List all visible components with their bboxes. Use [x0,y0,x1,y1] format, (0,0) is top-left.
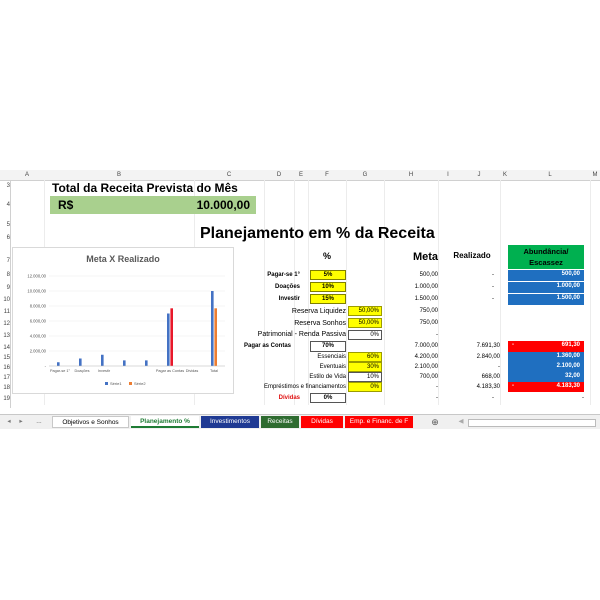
meta-reserva-liquidez: 750,00 [419,308,438,314]
chart-bar-1 [79,359,82,367]
meta-emprestimos: - [436,384,438,390]
real-investir: - [492,296,494,302]
pct-input-pagar-contas[interactable]: 70% [310,341,346,352]
chart-ytick-label: 12.000,00 [27,273,46,279]
pct-input-investir[interactable]: 15% [310,294,346,304]
chart-svg [13,248,233,393]
realizado-column-label: Realizado [453,251,491,260]
chart-xtick-label: Total [209,369,219,373]
column-header-j[interactable]: J [477,172,481,178]
real-eventuais: - [498,364,500,370]
chart-ytick-label: - [44,363,46,369]
chart-bar-1 [167,314,170,367]
diff-sign: - [512,383,514,389]
chart-bar-1 [145,360,148,366]
column-header-f[interactable]: F [325,172,329,178]
horizontal-scrollbar[interactable] [468,419,596,427]
diff-emprestimos [508,382,584,392]
main-title: Planejamento em % da Receita [200,225,435,242]
meta-dividas: - [436,395,438,401]
row-number[interactable]: 5 [6,222,10,228]
row-number[interactable]: 17 [3,375,10,381]
chart-xtick-label: Doações [74,369,90,373]
chart-legend-swatch [105,382,108,385]
row-number[interactable]: 19 [3,396,10,402]
pct-input-eventuais[interactable]: 30% [348,362,382,372]
revenue-total-cell[interactable] [50,196,256,214]
column-header-l[interactable]: L [548,172,552,178]
tab-emp-financ[interactable]: Emp. e Financ. de F [345,416,413,428]
column-header-i[interactable]: I [447,172,449,178]
diff-pagar-se: 500,00 [508,270,584,281]
meta-reserva-sonhos: 750,00 [419,320,438,326]
more-sheets-button[interactable]: ... [36,418,42,425]
pct-input-emprestimos[interactable]: 0% [348,382,382,392]
pct-input-estilo-vida[interactable]: 10% [348,372,382,382]
diff-estilo-vida: 32,00 [508,372,584,382]
chart-ytick-label: 4.000,00 [29,333,46,339]
chart-ytick-label: 6.000,00 [29,318,46,324]
gridline [590,180,591,405]
label-doacoes: Doações [274,284,300,290]
meta-pagar-contas: 7.000,00 [414,343,438,349]
column-header-bar [0,170,600,181]
label-investir: Investir [278,296,300,302]
chart-legend-label: Série2 [134,381,146,386]
row-number[interactable]: 18 [3,385,10,391]
chart-bar-2 [170,308,173,366]
real-emprestimos: 4.183,30 [476,384,500,390]
row-number[interactable]: 12 [3,321,10,327]
diff-sign: - [512,342,514,348]
column-header-d[interactable]: D [276,172,282,178]
label-pagar-se: Pagar-se 1° [267,272,300,278]
pct-input-patrimonial[interactable]: 0% [348,330,382,340]
label-dividas: Dívidas [278,395,300,401]
meta-investir: 1.500,00 [414,296,438,302]
prev-sheet-icon[interactable]: ◂ [7,418,11,425]
pct-input-reserva-liquidez[interactable]: 50,00% [348,306,382,316]
revenue-total-value: 10.000,00 [196,198,250,212]
gridline [438,180,439,405]
chart-ytick-label: 2.000,00 [29,348,46,354]
column-header-k[interactable]: K [502,172,507,178]
pct-input-essenciais[interactable]: 60% [348,352,382,362]
diff-doacoes: 1.000,00 [508,282,584,293]
chart-bar-1 [123,360,126,366]
tab-objetivos-sonhos[interactable]: Objetivos e Sonhos [52,416,129,428]
column-header-b[interactable]: B [116,172,121,178]
diff-investir: 1.500,00 [508,294,584,305]
chart-legend-swatch [129,382,132,385]
row-number[interactable]: 11 [3,309,10,315]
diff-value: 4.183,30 [556,383,580,389]
pct-column-label: % [322,251,331,261]
label-patrimonial: Patrimonial - Renda Passiva [257,331,346,338]
chart-legend-label: Série1 [110,381,122,386]
tab-receitas[interactable]: Receitas [261,416,299,428]
meta-pagar-se: 500,00 [419,272,438,278]
real-pagar-se: - [492,272,494,278]
row-number[interactable]: 9 [6,285,10,291]
abundancia-column-label: Abundância/ Escassez [508,245,584,269]
label-essenciais: Essenciais [317,354,346,360]
sheet-tab-bar [0,414,600,429]
row-number[interactable]: 6 [6,235,10,241]
chart-bar-1 [57,362,60,366]
meta-eventuais: 2.100,00 [414,364,438,370]
currency-label: R$ [58,198,74,212]
diff-pagar-contas [508,341,584,352]
row-number[interactable]: 16 [3,365,10,371]
real-essenciais: 2.840,00 [476,354,500,360]
column-header-a[interactable]: A [24,172,29,178]
label-reserva-liquidez: Reserva Liquidez [291,308,346,315]
revenue-title: Total da Receita Prevista do Mês [52,181,238,195]
gridline [346,180,347,405]
column-header-g[interactable]: G [362,172,368,178]
next-sheet-icon[interactable]: ▸ [19,418,23,425]
chart-title: Meta X Realizado [86,254,160,264]
meta-patrimonial: - [436,332,438,338]
diff-dividas: - [582,395,584,401]
row-number[interactable]: 14 [3,345,10,351]
meta-doacoes: 1.000,00 [414,284,438,290]
meta-column-label: Meta [412,251,438,263]
label-emprestimos: Empréstimos e financiamentos [263,384,346,390]
real-pagar-contas: 7.691,30 [476,343,500,349]
real-doacoes: - [492,284,494,290]
diff-eventuais: 2.100,00 [508,362,584,372]
label-reserva-sonhos: Reserva Sonhos [294,320,346,327]
chart-xtick-label: Dividas [185,369,199,373]
row-number[interactable]: 8 [6,272,10,278]
meta-estilo-vida: 700,00 [419,374,438,380]
meta-realizado-chart[interactable] [12,247,234,394]
chart-ytick-label: 8.000,00 [29,303,46,309]
meta-essenciais: 4.200,00 [414,354,438,360]
tab-investimentos[interactable]: Investimentos [201,416,259,428]
column-header-m[interactable]: M [592,172,598,178]
label-eventuais: Eventuais [319,364,346,370]
pct-input-pagar-se[interactable]: 5% [310,270,346,280]
row-number[interactable]: 7 [6,258,10,264]
row-number[interactable]: 10 [3,297,10,303]
column-header-c[interactable]: C [226,172,232,178]
chart-xtick-label: Investir [97,369,111,373]
column-header-h[interactable]: H [408,172,414,178]
row-number[interactable]: 4 [6,202,10,208]
tab-planejamento[interactable]: Planejamento % [131,416,199,428]
chart-xtick-label: Pagar-se 1° [49,369,71,373]
pct-input-doacoes[interactable]: 10% [310,282,346,292]
row-number[interactable]: 3 [6,183,10,189]
real-estilo-vida: 668,00 [481,374,500,380]
row-header-divider [10,180,11,408]
row-number[interactable]: 13 [3,333,10,339]
label-pagar-contas: Pagar as Contas [244,343,292,349]
row-number[interactable]: 15 [3,355,10,361]
tab-dividas[interactable]: Dívidas [301,416,343,428]
column-header-e[interactable]: E [298,172,303,178]
gridline [500,180,501,405]
scroll-left-icon[interactable]: ◀ [458,418,464,425]
chart-bar-2 [214,308,217,366]
real-dividas: - [492,395,494,401]
pct-input-dividas[interactable]: 0% [310,393,346,403]
label-estilo-vida: Estilo de Vida [309,374,346,380]
chart-ytick-label: 10.000,00 [27,288,46,294]
chart-xtick-label: Pagar as Contas [155,369,185,373]
add-sheet-button[interactable]: ⊕ [431,417,439,427]
diff-value: 691,30 [561,342,580,348]
pct-input-reserva-sonhos[interactable]: 50,00% [348,318,382,328]
diff-essenciais: 1.360,00 [508,352,584,362]
chart-bar-1 [101,355,104,366]
chart-bar-1 [211,291,214,366]
